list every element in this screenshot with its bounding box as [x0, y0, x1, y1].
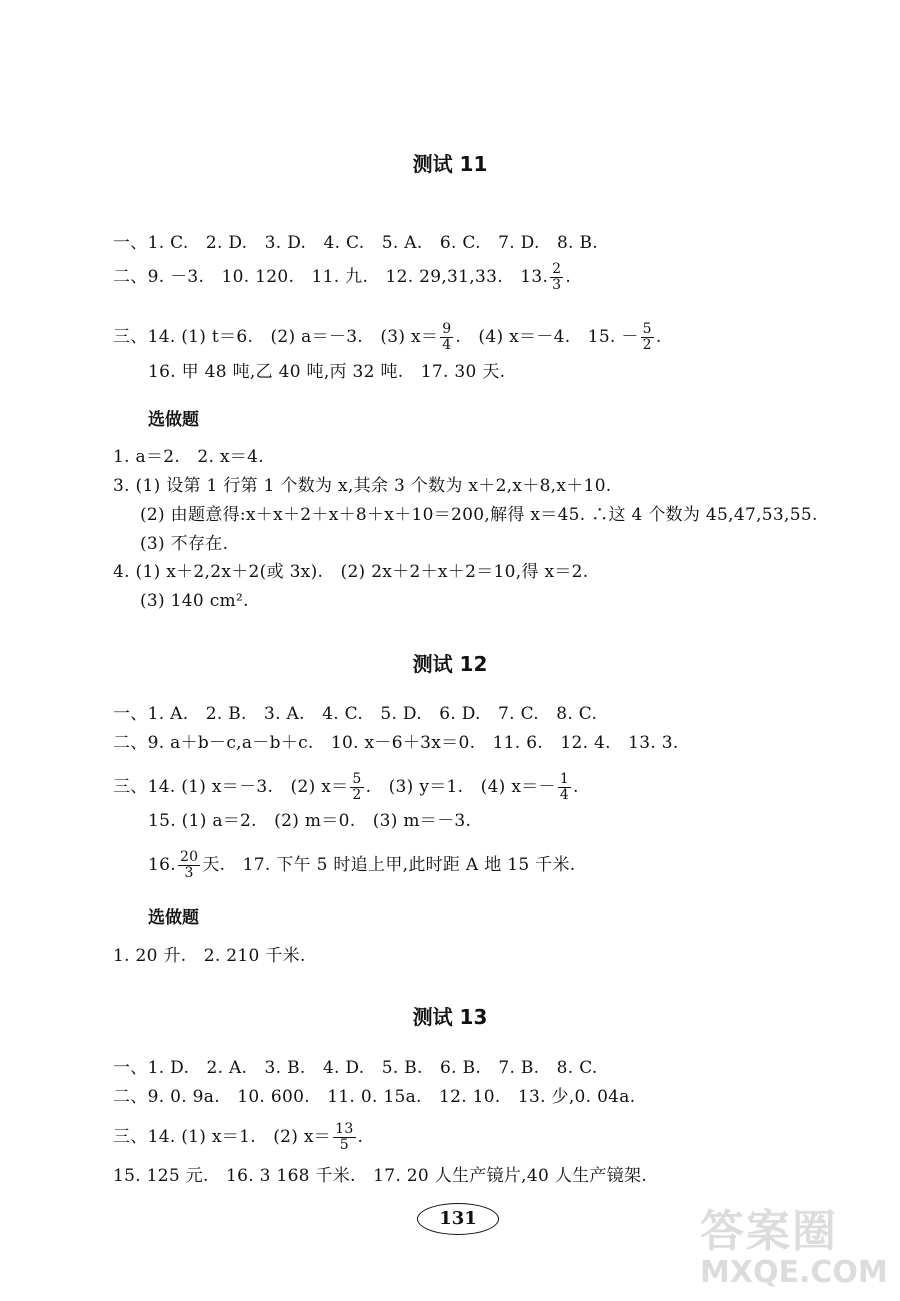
test11-line4: 16. 甲 48 吨,乙 40 吨,丙 32 吨. 17. 30 天.	[148, 362, 506, 382]
test11-line1: 一、1. C. 2. D. 3. D. 4. C. 5. A. 6. C. 7. D. 8. B.	[113, 233, 598, 253]
fraction: $\frac{5}{2}$	[642, 321, 652, 353]
test12-line1: 一、1. A. 2. B. 3. A. 4. C. 5. D. 6. D. 7. C. 8. C.	[113, 704, 598, 724]
test11-line3: 三、14. (1) t＝6. (2) a＝－3. (3) x＝ $\frac{9}{4}$ . (4) x＝－4. 15. － $\frac{5}{2}$ .	[113, 321, 662, 353]
test13-line4: 15. 125 元. 16. 3 168 千米. 17. 20 人生产镜片,40 人生产镜架.	[113, 1166, 648, 1186]
test11-line2-text: 二、9. －3. 10. 120. 11. 九. 12. 29,31,33. 13.	[113, 267, 549, 287]
test12-title: 测试 12	[412, 652, 488, 676]
test11-opt4-2: (3) 140 cm².	[140, 591, 249, 611]
test13-line1: 一、1. D. 2. A. 3. B. 4. D. 5. B. 6. B. 7. B. 8. C.	[113, 1058, 598, 1078]
test11-opt1: 1. a＝2. 2. x＝4.	[113, 447, 264, 467]
test12-line4: 15. (1) a＝2. (2) m＝0. (3) m＝－3.	[148, 811, 472, 831]
fraction: $\frac{13}{5}$	[335, 1121, 354, 1153]
test11-line2: 二、9. －3. 10. 120. 11. 九. 12. 29,31,33. 13. $\frac{2}{3}$ .	[113, 261, 572, 293]
test11-opt3-2: (2) 由题意得:x＋x＋2＋x＋8＋x＋10＝200,解得 x＝45. ∴这 4 个数为 45,47,53,55.	[140, 505, 818, 525]
test12-line5: 16. $\frac{20}{3}$ 天. 17. 下午 5 时追上甲,此时距 A 地 15 千米.	[148, 849, 576, 881]
test12-optional-title: 选做题	[148, 908, 199, 928]
test13-line2: 二、9. 0. 9a. 10. 600. 11. 0. 15a. 12. 10. 13. 少,0. 04a.	[113, 1087, 636, 1107]
fraction: $\frac{1}{4}$	[559, 771, 570, 803]
test11-opt4-1: 4. (1) x＋2,2x＋2(或 3x). (2) 2x＋2＋x＋2＝10,得 x＝2.	[113, 562, 589, 582]
test13-line3: 三、14. (1) x＝1. (2) x＝ $\frac{13}{5}$ .	[113, 1121, 364, 1153]
test11-opt3-1: 3. (1) 设第 1 行第 1 个数为 x,其余 3 个数为 x＋2,x＋8,x＋10.	[113, 476, 612, 496]
fraction: $\frac{9}{4}$	[442, 321, 452, 353]
fraction: $\frac{5}{2}$	[352, 771, 362, 803]
watermark-logo: 答案圈 MXQE.COM	[700, 1206, 888, 1290]
test13-title: 测试 13	[412, 1005, 488, 1029]
page-number: 131	[417, 1203, 499, 1235]
fraction: $\frac{2}{3}$	[552, 261, 562, 293]
test11-opt3-3: (3) 不存在.	[140, 534, 229, 554]
test11-optional-title: 选做题	[148, 410, 199, 430]
test12-line2: 二、9. a＋b－c,a－b＋c. 10. x－6＋3x＝0. 11. 6. 12. 4. 13. 3.	[113, 733, 679, 753]
test12-line3: 三、14. (1) x＝－3. (2) x＝ $\frac{5}{2}$ . (3) y＝1. (4) x＝－ $\frac{1}{4}$ .	[113, 771, 579, 803]
test12-opt1: 1. 20 升. 2. 210 千米.	[113, 946, 306, 966]
fraction: $\frac{20}{3}$	[179, 849, 199, 881]
test11-title: 测试 11	[412, 152, 488, 176]
